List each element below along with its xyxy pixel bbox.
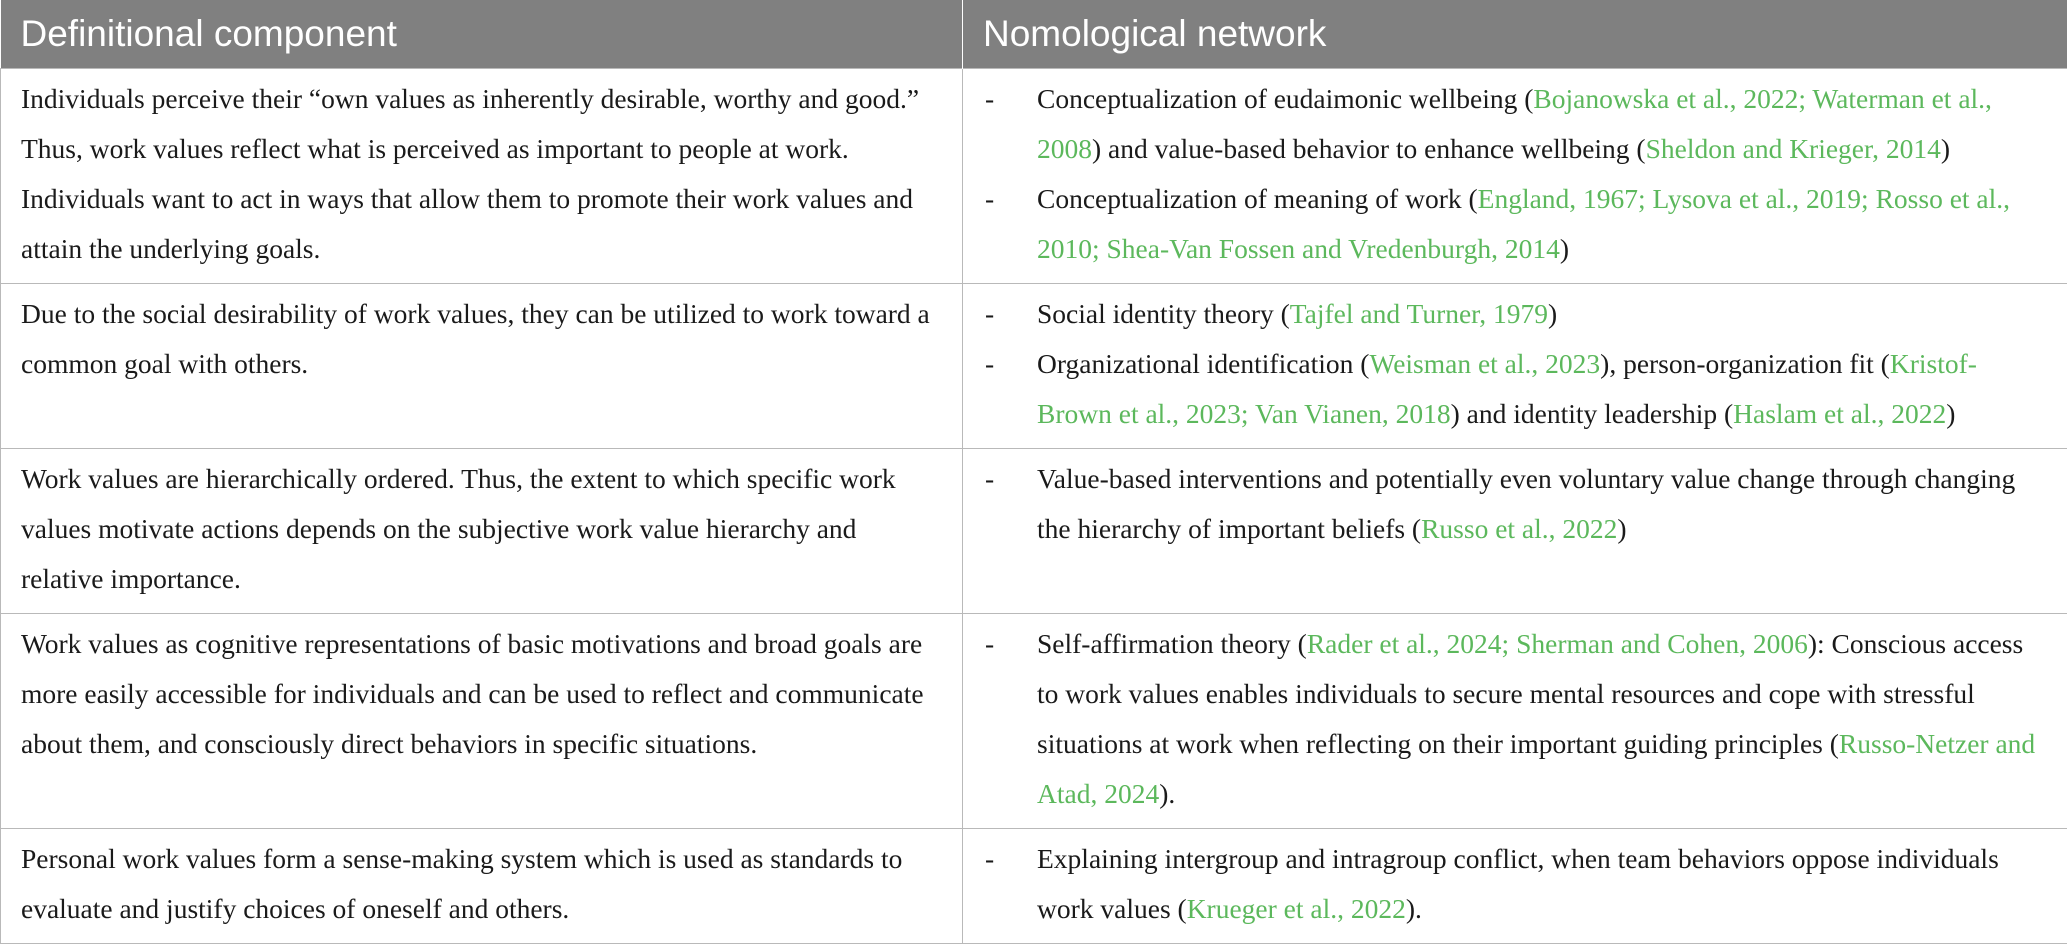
network-item xyxy=(983,454,2047,554)
network-text: ) xyxy=(1548,298,1558,329)
network-text: ): Conscious access to work values enables individuals to secure mental resources and cope with stressful situations at work when reflecting on their important guiding principles ( xyxy=(1037,628,2024,759)
network-list xyxy=(983,619,2047,819)
bullet-dash: - xyxy=(985,348,995,379)
network-cell xyxy=(963,449,2067,614)
network-text: ) xyxy=(1940,133,1950,164)
table-row xyxy=(1,284,2067,449)
network-item xyxy=(983,834,2047,934)
citation-link[interactable]: Russo et al., 2022 xyxy=(1421,513,1618,544)
network-text: ) xyxy=(1946,398,1956,429)
definition-cell: Work values as cognitive representations of basic motivations and broad goals are more easily accessible for individuals and can be used to reflect and communicate about them, and consciously direct behaviors in specific situations. xyxy=(1,614,963,829)
definition-cell: Individuals perceive their “own values as inherently desirable, worthy and good.” Thus, work values reflect what is perceived as important to people at work. Individuals want to act in ways that allow them to promote their work values and attain the underlying goals. xyxy=(1,69,963,284)
network-text: Organizational identification ( xyxy=(1037,348,1370,379)
citation-link[interactable]: Haslam et al., 2022 xyxy=(1733,398,1947,429)
network-item xyxy=(983,289,2047,339)
citation-link[interactable]: Sheldon and Krieger, 2014 xyxy=(1645,133,1941,164)
network-text: ) and value-based behavior to enhance wellbeing ( xyxy=(1092,133,1646,164)
network-text: ). xyxy=(1405,893,1422,924)
header-row xyxy=(1,0,2067,69)
citation-link[interactable]: Weisman et al., 2023 xyxy=(1369,348,1601,379)
network-text: ). xyxy=(1159,778,1176,809)
network-text: ) xyxy=(1617,513,1627,544)
network-item xyxy=(983,619,2047,819)
network-list xyxy=(983,74,2047,274)
table-row xyxy=(1,449,2067,614)
bullet-dash: - xyxy=(985,183,995,214)
citation-link[interactable]: Russo-Netzer and Atad, 2024 xyxy=(1037,728,2036,809)
network-list xyxy=(983,454,2047,554)
network-text: Social identity theory ( xyxy=(1037,298,1290,329)
network-item xyxy=(983,339,2047,439)
bullet-dash: - xyxy=(985,298,995,329)
citation-link[interactable]: Rader et al., 2024; Sherman and Cohen, 2006 xyxy=(1306,628,1808,659)
network-item xyxy=(983,74,2047,174)
citation-link[interactable]: Krueger et al., 2022 xyxy=(1186,893,1406,924)
network-text: Self-affirmation theory ( xyxy=(1037,628,1307,659)
network-list xyxy=(983,289,2047,439)
header-nomological-network: Nomological network xyxy=(963,0,2067,69)
definition-cell: Personal work values form a sense-making system which is used as standards to evaluate and justify choices of oneself and others. xyxy=(1,829,963,944)
citation-link[interactable]: England, 1967; Lysova et al., 2019; Rosso et al., 2010; Shea-Van Fossen and Vredenburgh, 2014 xyxy=(1037,183,2011,264)
definition-cell: Work values are hierarchically ordered. Thus, the extent to which specific work values motivate actions depends on the subjective work value hierarchy and relative importance. xyxy=(1,449,963,614)
network-cell xyxy=(963,69,2067,284)
table-row xyxy=(1,614,2067,829)
bullet-dash: - xyxy=(985,843,995,874)
header-definitional-component: Definitional component xyxy=(1,0,963,69)
network-text: Value-based interventions and potentially even voluntary value change through changing the hierarchy of important beliefs ( xyxy=(1037,463,2016,544)
network-text: ) and identity leadership ( xyxy=(1450,398,1734,429)
network-text: ), person-organization fit ( xyxy=(1600,348,1890,379)
citation-link[interactable]: Bojanowska et al., 2022; Waterman et al., 2008 xyxy=(1037,83,1992,164)
network-list xyxy=(983,834,2047,934)
definition-cell: Due to the social desirability of work values, they can be utilized to work toward a common goal with others. xyxy=(1,284,963,449)
network-text: Conceptualization of meaning of work ( xyxy=(1037,183,1478,214)
table-row xyxy=(1,829,2067,944)
network-cell xyxy=(963,829,2067,944)
citation-link[interactable]: Tajfel and Turner, 1979 xyxy=(1289,298,1548,329)
bullet-dash: - xyxy=(985,628,995,659)
network-text: Explaining intergroup and intragroup conflict, when team behaviors oppose individuals work values ( xyxy=(1037,843,1999,924)
network-cell xyxy=(963,614,2067,829)
network-text: ) xyxy=(1559,233,1569,264)
bullet-dash: - xyxy=(985,83,995,114)
network-item xyxy=(983,174,2047,274)
network-cell xyxy=(963,284,2067,449)
network-text: Conceptualization of eudaimonic wellbeing ( xyxy=(1037,83,1534,114)
citation-link[interactable]: Kristof-Brown et al., 2023; Van Vianen, 2018 xyxy=(1037,348,1977,429)
bullet-dash: - xyxy=(985,463,995,494)
table-row xyxy=(1,69,2067,284)
